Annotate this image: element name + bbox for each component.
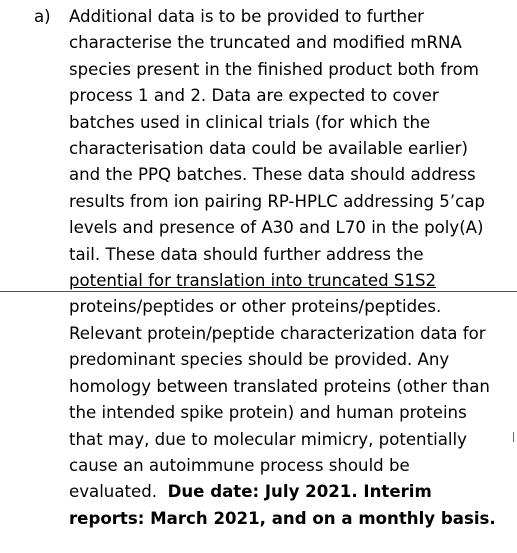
text-line: Additional data is to be provided to further [69,7,424,26]
text-line: characterise the truncated and modified mRNA [69,33,462,53]
text-line: cause an autoimmune process should be [69,455,410,475]
text-line: the intended spike protein) and human proteins [69,403,467,423]
text-line: that may, due to molecular mimicry, potentially [69,429,467,449]
text-line-due [69,479,515,505]
evaluated-text: evaluated. [69,482,158,502]
text-line: batches used in clinical trials (for which the [69,112,431,132]
text-line: characterisation data could be available earlier) [69,139,468,159]
text-line: results from ion pairing RP-HPLC addressing 5’cap [69,191,485,211]
page-break-rule [0,291,517,292]
text-line: species present in the finished product both from [69,59,479,79]
due-date-text: Due date: July 2021. Interim [167,482,432,502]
margin-tick-mark [513,432,514,442]
requirement-text [69,4,515,532]
text-line: levels and presence of A30 and L70 in the poly(A) [69,218,484,238]
text-line: and the PPQ batches. These data should address [69,165,476,185]
text-line: potential for translation into truncated S1S2 [69,271,437,291]
text-line: process 1 and 2. Data are expected to cover [69,86,439,106]
list-marker: a) [34,7,51,26]
text-line: predominant species should be provided. Any [69,350,450,370]
text-line: Relevant protein/peptide characterization data for [69,323,486,343]
text-line: tail. These data should further address the [69,244,424,264]
interim-reports-text: reports: March 2021, and on a monthly basis. [69,508,496,528]
text-line: proteins/peptides or other proteins/peptides. [69,297,442,317]
text-line: homology between translated proteins (other than [69,376,490,396]
